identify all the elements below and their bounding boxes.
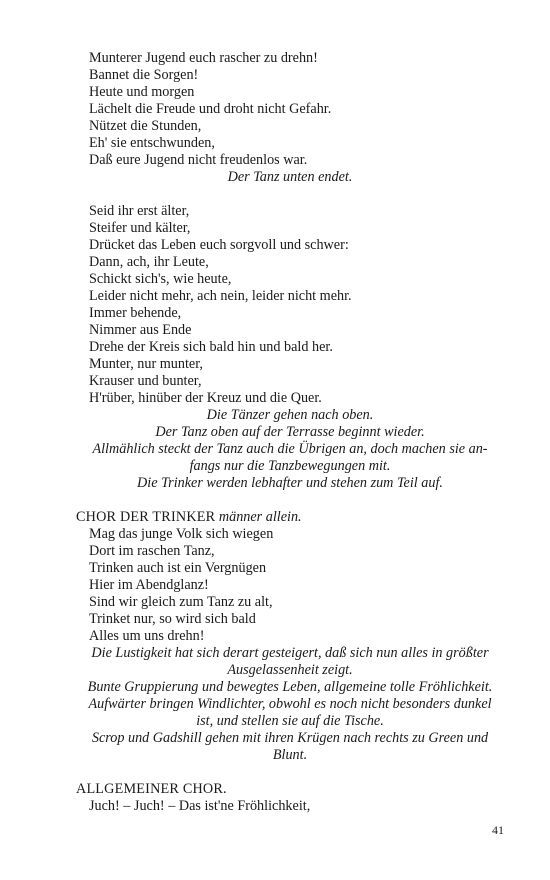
stanza-gap — [76, 764, 504, 781]
verse-line: Eh' sie entschwunden, — [89, 135, 215, 151]
verse-line: Mag das junge Volk sich wiegen — [89, 526, 274, 542]
page-body — [76, 50, 504, 815]
speaker-name: ALLGEMEINER CHOR. — [76, 781, 227, 797]
stanza-4 — [76, 798, 504, 815]
verse-line: Steifer und kälter, — [89, 220, 191, 236]
stage-direction: Die Lustigkeit hat sich derart gesteigert, daß sich nun alles in größter — [91, 645, 489, 661]
verse-line: Drücket das Leben euch sorgvoll und schwer: — [89, 237, 349, 253]
stage-direction: Der Tanz oben auf der Terrasse beginnt wieder. — [155, 424, 425, 440]
speaker-name: CHOR DER TRINKER — [76, 509, 216, 525]
verse-line: Munterer Jugend euch rascher zu drehn! — [89, 50, 318, 66]
stanza-gap — [76, 492, 504, 509]
verse-line: Juch! – Juch! – Das ist'ne Fröhlichkeit, — [89, 798, 311, 814]
stage-direction: ist, und stellen sie auf die Tische. — [196, 713, 384, 729]
verse-line: Nimmer aus Ende — [89, 322, 192, 338]
stage-direction: Scrop und Gadshill gehen mit ihren Krügen nach rechts zu Green und — [91, 730, 489, 746]
verse-line: Immer behende, — [89, 305, 182, 321]
stanza-3 — [76, 526, 504, 645]
speaker-direction: männer allein. — [218, 509, 302, 525]
verse-line: Dort im raschen Tanz, — [89, 543, 215, 559]
stage-direction: Bunte Gruppierung und bewegtes Leben, allgemeine tolle Fröhlichkeit. — [87, 679, 493, 695]
stage-directions-2 — [76, 407, 504, 492]
verse-line: Krauser und bunter, — [89, 373, 202, 389]
speaker-heading — [76, 509, 504, 526]
verse-line: Nützet die Stunden, — [89, 118, 202, 134]
stage-direction: Ausgelassenheit zeigt. — [227, 662, 353, 678]
verse-line: Leider nicht mehr, ach nein, leider nicht mehr. — [89, 288, 352, 304]
stanza-gap — [76, 186, 504, 203]
verse-line: Schickt sich's, wie heute, — [89, 271, 232, 287]
verse-line: Heute und morgen — [89, 84, 195, 100]
page-number: 41 — [492, 823, 504, 837]
stanza-2 — [76, 203, 504, 407]
stage-direction: fangs nur die Tanzbewegungen mit. — [189, 458, 391, 474]
stage-direction: Der Tanz unten endet. — [227, 169, 353, 185]
verse-line: Alles um uns drehn! — [89, 628, 205, 644]
stage-direction: Aufwärter bringen Windlichter, obwohl es noch nicht besonders dunkel — [88, 696, 492, 712]
verse-line: Drehe der Kreis sich bald hin und bald her. — [89, 339, 333, 355]
verse-line: Trinken auch ist ein Vergnügen — [89, 560, 267, 576]
verse-line: Dann, ach, ihr Leute, — [89, 254, 209, 270]
stage-directions-3 — [76, 645, 504, 764]
verse-line: Sind wir gleich zum Tanz zu alt, — [89, 594, 273, 610]
verse-line: Munter, nur munter, — [89, 356, 203, 372]
stage-direction: Blunt. — [272, 747, 308, 763]
speaker-heading — [76, 781, 504, 798]
verse-line: Trinket nur, so wird sich bald — [89, 611, 256, 627]
verse-line: Bannet die Sorgen! — [89, 67, 199, 83]
verse-line: Lächelt die Freude und droht nicht Gefahr. — [89, 101, 332, 117]
stage-direction: Allmählich steckt der Tanz auch die Übrigen an, doch machen sie an- — [92, 441, 488, 457]
verse-line: Daß eure Jugend nicht freudenlos war. — [89, 152, 308, 168]
verse-line: Hier im Abendglanz! — [89, 577, 209, 593]
stage-direction: Die Trinker werden lebhafter und stehen zum Teil auf. — [137, 475, 443, 491]
stage-direction: Die Tänzer gehen nach oben. — [206, 407, 374, 423]
verse-line: H'rüber, hinüber der Kreuz und die Quer. — [89, 390, 322, 406]
verse-line: Seid ihr erst älter, — [89, 203, 190, 219]
stanza-1 — [76, 50, 504, 169]
